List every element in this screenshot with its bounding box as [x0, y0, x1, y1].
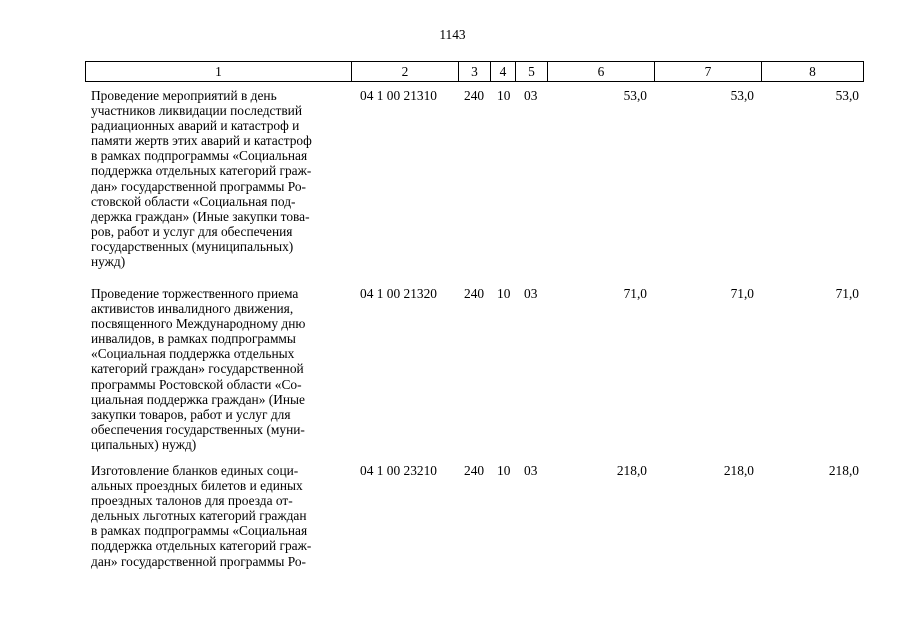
column-header-2: 2: [351, 62, 458, 81]
row-description: Проведение мероприятий в день участников ликвидации последствий радиационных аварий и катастроф и памяти жертв этих аварий и катастроф в рамках подпрограммы «Социальная поддержка отдельных категорий граж- дан» государственной программы Ро- стовской области «Социальная под- держка граждан» (Иные закупки това- ров, работ и услуг для обеспечения государственных (муниципальных) нужд): [91, 88, 312, 270]
row-code: 04 1 00 23210: [360, 463, 437, 478]
column-header-5: 5: [515, 62, 547, 81]
row-value-7: 71,0: [730, 286, 754, 301]
row-col4: 10: [497, 286, 511, 301]
column-header-1: 1: [215, 64, 222, 79]
column-header-7: 7: [654, 62, 761, 81]
row-col3: 240: [464, 463, 485, 478]
row-col4: 10: [497, 88, 511, 103]
row-col3: 240: [464, 286, 485, 301]
row-description: Изготовление бланков единых соци- альных проездных билетов и единых проездных талонов для проезда от- дельных льготных категорий граждан в рамках подпрограммы «Социальная поддержка отдельных категорий граж- дан» государственной программы Ро-: [91, 463, 312, 569]
column-header-4: 4: [490, 62, 515, 81]
row-col5: 03: [524, 88, 538, 103]
column-header-8: 8: [761, 62, 863, 81]
row-value-6: 53,0: [623, 88, 647, 103]
row-col3: 240: [464, 88, 485, 103]
row-value-6: 218,0: [616, 463, 647, 478]
row-code: 04 1 00 21310: [360, 88, 437, 103]
row-col5: 03: [524, 463, 538, 478]
row-value-7: 53,0: [730, 88, 754, 103]
row-value-8: 53,0: [835, 88, 859, 103]
row-value-6: 71,0: [623, 286, 647, 301]
row-code: 04 1 00 21320: [360, 286, 437, 301]
row-col5: 03: [524, 286, 538, 301]
table-header: [85, 61, 864, 82]
row-col4: 10: [497, 463, 511, 478]
row-description: Проведение торжественного приема активистов инвалидного движения, посвященного Международному дню инвалидов, в рамках подпрограммы «Социальная поддержка отдельных категорий граждан» государственной программы Ростовской области «Со- циальная поддержка граждан» (Иные закупки товаров, работ и услуг для обеспечения государственных (муни- ципальных) нужд): [91, 286, 306, 452]
row-value-8: 71,0: [835, 286, 859, 301]
column-header-6: 6: [547, 62, 654, 81]
page-number: 1143: [439, 27, 466, 42]
row-value-8: 218,0: [828, 463, 859, 478]
column-header-3: 3: [458, 62, 490, 81]
row-value-7: 218,0: [723, 463, 754, 478]
